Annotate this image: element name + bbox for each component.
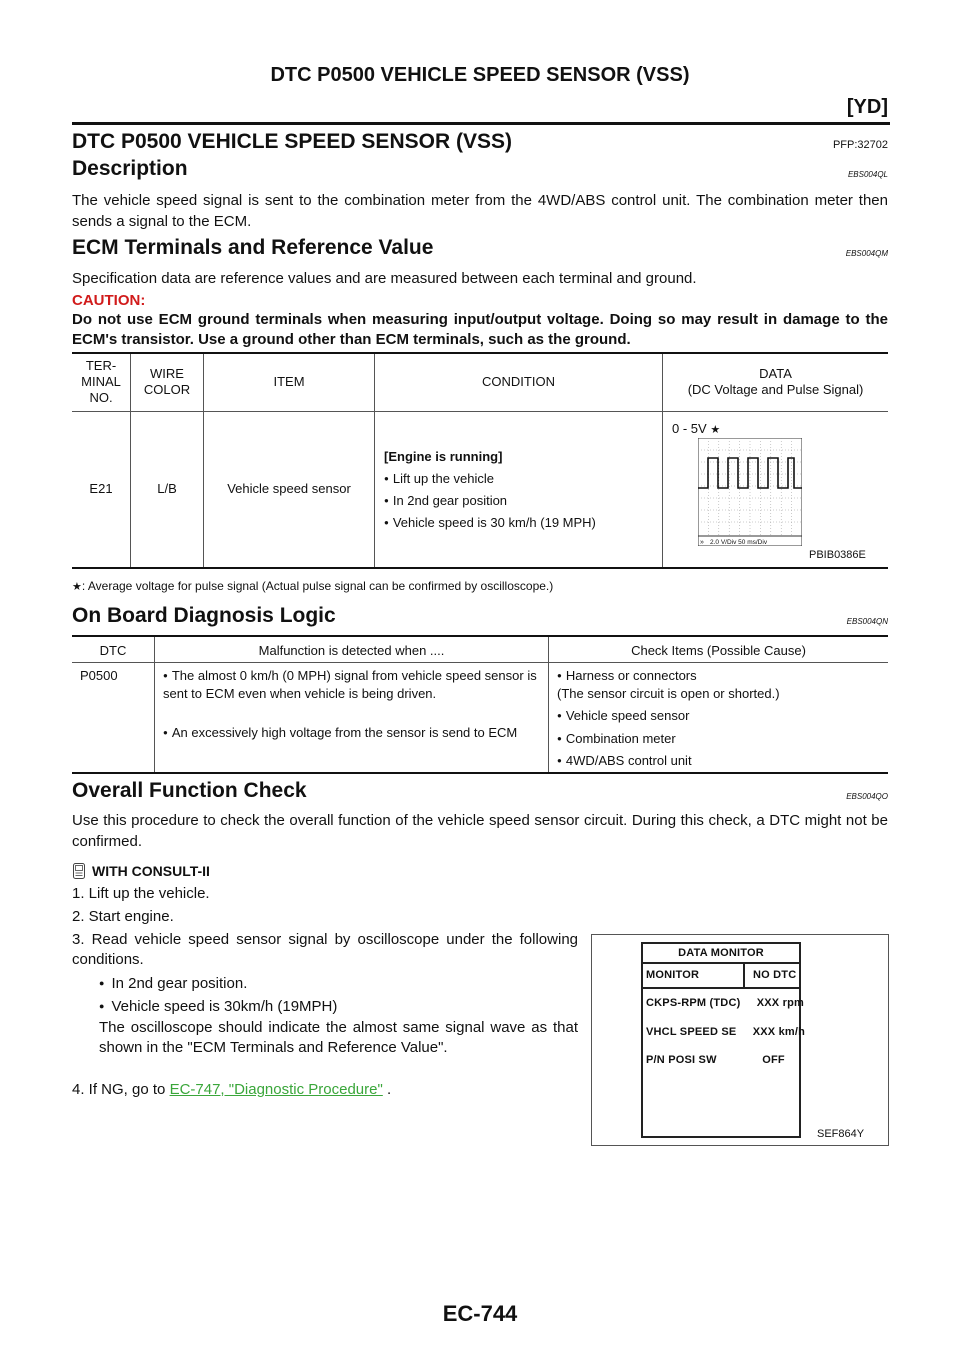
ecm-intro: Specification data are reference values and are measured between each terminal and ground. (72, 270, 697, 287)
condition-item: ● In 2nd gear position (384, 493, 507, 511)
ofc-ref: EBS004QO (846, 792, 888, 801)
description-heading: Description (72, 157, 188, 180)
table-top-rule (72, 352, 888, 354)
ofc-heading: Overall Function Check (72, 779, 307, 802)
oscilloscope-waveform (698, 438, 802, 546)
step-3-bullet: ● In 2nd gear position. (99, 974, 247, 995)
cause-item: ● Combination meter (557, 731, 676, 749)
col-header-wire: WIRE COLOR (143, 366, 191, 397)
col-header-malfunction: Malfunction is detected when .... (258, 643, 445, 658)
table-footnote (72, 579, 553, 593)
data-monitor-screen (641, 942, 806, 1138)
col-header-data: DATA (DC Voltage and Pulse Signal) (687, 366, 864, 397)
star-icon: ★ (72, 581, 82, 593)
monitor-row: CKPS-RPM (TDC) XXX rpm (646, 997, 804, 1009)
cause-item: ● Harness or connectors (The sensor circuit is open or shorted.) (557, 668, 882, 702)
step-1: 1. Lift up the vehicle. (72, 885, 210, 902)
condition-item: ● Vehicle speed is 30 km/h (19 MPH) (384, 515, 596, 533)
caution-label: CAUTION: (72, 292, 146, 309)
monitor-title: DATA MONITOR (678, 947, 764, 959)
wire-color: L/B (157, 481, 177, 496)
svg-text:»: » (700, 539, 704, 546)
data-value (672, 421, 720, 438)
data-value-text: 0 - 5V (672, 421, 707, 436)
cause-item: ● 4WD/ABS control unit (557, 753, 692, 771)
step-3-bullet: ● Vehicle speed is 30km/h (19MPH) The oscilloscope should indicate the almost same signal wave as that shown in the "ECM Terminals and Reference Value". (99, 997, 578, 1058)
obd-top-rule (72, 635, 888, 637)
malfunction-item: ● The almost 0 km/h (0 MPH) signal from vehicle speed sensor is sent to ECM even when vehicle is being driven. (163, 668, 538, 702)
item-name: Vehicle speed sensor (227, 481, 351, 496)
col-header-item: ITEM (273, 374, 305, 389)
condition-title: [Engine is running] (384, 449, 503, 464)
page-number: EC-744 (442, 1301, 518, 1326)
malfunction-item: ● An excessively high voltage from the sensor is send to ECM (163, 725, 538, 743)
data-monitor-figure (591, 934, 889, 1146)
step-3-text: 3. Read vehicle speed sensor signal by oscilloscope under the following conditions. (72, 931, 578, 968)
step-4-suffix: . (382, 1081, 392, 1098)
ofc-text: Use this procedure to check the overall function of the vehicle speed sensor circuit. During this check, a DTC might not be confirmed. (72, 812, 888, 850)
consult-device-icon (72, 863, 86, 879)
obd-bottom-rule (72, 772, 888, 774)
col-header-terminal: TER- MINAL NO. (81, 358, 121, 405)
monitor-row: P/N POSI SW OFF (646, 1054, 785, 1066)
condition-item: ● Lift up the vehicle (384, 471, 494, 489)
description-ref: EBS004QL (847, 170, 888, 179)
step-4 (72, 1080, 391, 1100)
monitor-col2: NO DTC (753, 969, 797, 981)
monitor-divider (743, 964, 745, 987)
obd-ref: EBS004QN (846, 617, 888, 626)
step-2: 2. Start engine. (72, 908, 174, 925)
col-header-dtc: DTC (99, 643, 127, 658)
scope-scale-label: 2.0 V/Div 50 ms/Div (710, 539, 768, 546)
part-number: PFP:32702 (832, 139, 888, 151)
cause-item: ● Vehicle speed sensor (557, 708, 689, 726)
monitor-rule (643, 987, 799, 989)
table-bottom-rule (72, 567, 888, 569)
step-3 (72, 930, 578, 970)
consult-label (72, 863, 210, 879)
caution-text: Do not use ECM ground terminals when measuring input/output voltage. Doing so may result in damage to the ECM's transistor. Use a ground other than ECM terminals, such as the ground. (72, 311, 888, 348)
consult-text: WITH CONSULT-II (92, 863, 210, 879)
monitor-row: VHCL SPEED SE XXX km/h (646, 1026, 806, 1038)
dtc-code: P0500 (80, 668, 118, 683)
ecm-heading: ECM Terminals and Reference Value (72, 236, 434, 259)
col-header-cause: Check Items (Possible Cause) (631, 643, 806, 658)
obd-header-rule (72, 662, 888, 663)
figure-id: SEF864Y (817, 1128, 865, 1140)
page-header-code: [YD] (846, 96, 888, 118)
ecm-ref: EBS004QM (845, 249, 888, 258)
section-title: DTC P0500 VEHICLE SPEED SENSOR (VSS) (72, 130, 512, 153)
monitor-rule (643, 962, 799, 964)
terminal-no: E21 (89, 481, 113, 496)
obd-heading: On Board Diagnosis Logic (72, 604, 336, 627)
header-rule (72, 122, 890, 125)
description-text: The vehicle speed signal is sent to the combination meter from the 4WD/ABS control unit. The combination meter then sends a signal to the ECM. (72, 192, 888, 230)
figure-id: PBIB0386E (809, 549, 866, 561)
table-header-rule (72, 411, 888, 412)
col-header-condition: CONDITION (482, 374, 555, 389)
step-4-text: 4. If NG, go to (72, 1081, 166, 1098)
star-icon: ★ (710, 424, 721, 436)
page-header-title: DTC P0500 VEHICLE SPEED SENSOR (VSS) (270, 64, 690, 86)
monitor-col1: MONITOR (646, 969, 700, 981)
diagnostic-procedure-link[interactable]: EC-747, "Diagnostic Procedure" (169, 1081, 383, 1098)
footnote-text: : Average voltage for pulse signal (Actual pulse signal can be confirmed by oscilloscope.) (81, 579, 554, 593)
